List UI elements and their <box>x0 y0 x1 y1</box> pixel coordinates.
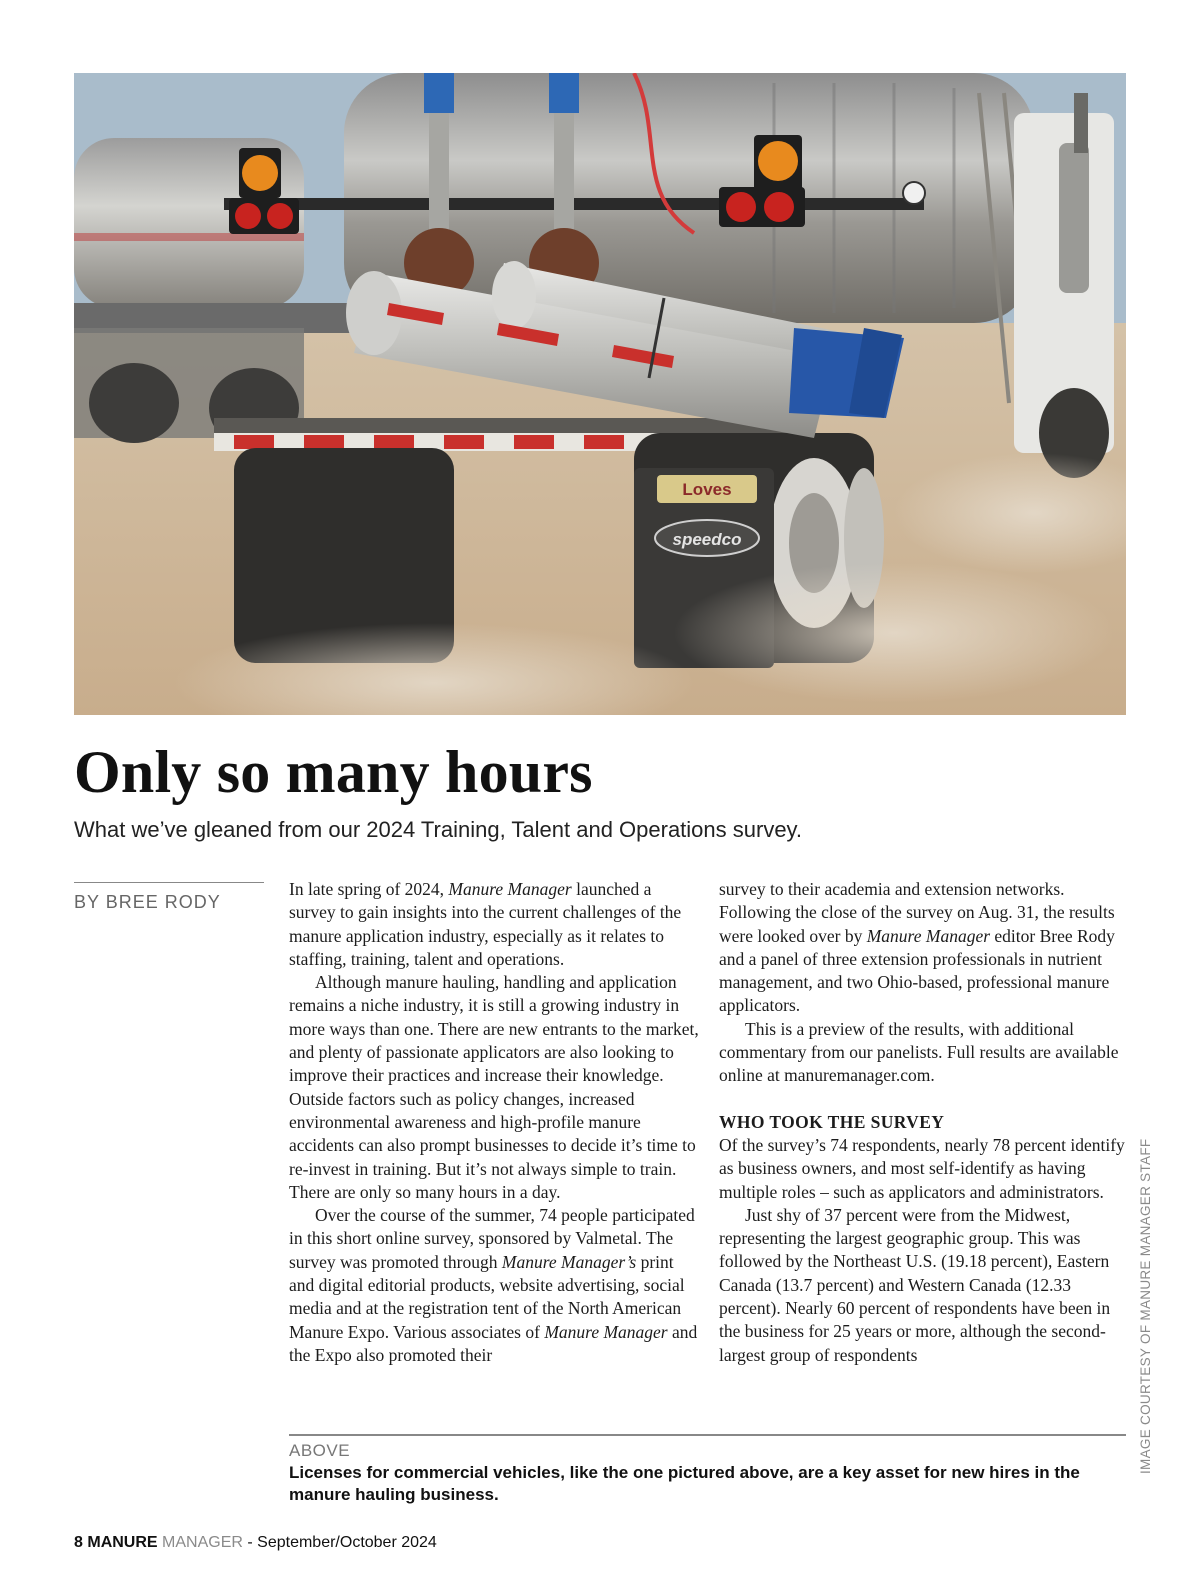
paragraph <box>289 1204 699 1367</box>
caption-text: Licenses for commercial vehicles, like the one pictured above, are a key asset for new hires in the manure hauling business. <box>289 1463 1080 1504</box>
loves-sticker: Loves <box>682 480 732 499</box>
page-footer <box>74 1532 437 1554</box>
caption-divider <box>289 1434 1126 1436</box>
publication-name: Manure Manager <box>448 879 572 899</box>
image-credit: IMAGE COURTESY OF MANURE MANAGER STAFF <box>1138 1138 1153 1474</box>
paragraph: Just shy of 37 percent were from the Midwest, representing the largest geographic group. This was followed by the Northeast U.S. (19.18 percent), Eastern Canada (13.7 percent) and Western Canada (12.33 percent). Nearly 60 percent of respondents have been in the business for 25 years or more, although the second-largest group of respondents <box>719 1204 1111 1365</box>
paragraph: This is a preview of the results, with additional commentary from our panelists. Full results are available online at manuremanager.com. <box>719 1018 1119 1086</box>
text-run: launched a survey to gain insights into the current challenges of the manure application industry, especially as it relates to staffing, training, talent and operations. <box>289 879 682 969</box>
article-photo <box>74 73 1126 715</box>
byline-divider <box>74 882 264 883</box>
text-run: print and digital editorial products, website advertising, social media and at the registration tent of the North American Manure Expo. Various associates of <box>289 1251 685 1342</box>
byline: BY BREE RODY <box>74 892 221 912</box>
paragraph: Of the survey’s 74 respondents, nearly 78 percent identify as business owners, and most self-identify as having multiple roles – such as applicators and administrators. <box>719 1134 1125 1202</box>
article-deck: What we’ve gleaned from our 2024 Training, Talent and Operations survey. <box>74 817 803 842</box>
section-subhead: WHO TOOK THE SURVEY <box>719 1111 945 1132</box>
paragraph <box>289 878 699 971</box>
paragraph: Although manure hauling, handling and application remains a niche industry, it is still a growing industry in more ways than one. There are new entrants to the market, and plenty of passionate applicators are also looking to improve their practices and increase their knowledge. Outside factors such as policy changes, increased environmental awareness and high-profile manure accidents can also prompt businesses to decide it’s time to re-invest in training. But it’s not always simple to train. There are only so many hours in a day. <box>289 972 699 1202</box>
publication-name: Manure Manager <box>544 1321 668 1342</box>
text-run: survey to their academia and extension networks. Following the close of the survey on Aug. 31, the results were looked over by <box>719 879 1115 946</box>
speedco-sticker: speedco <box>672 530 742 549</box>
page-number: 8 <box>74 1534 83 1551</box>
body-column-1 <box>289 878 699 1367</box>
text-run: Over the course of the summer, 74 people participated in this short online survey, sponsored by Valmetal. The survey was promoted through <box>289 1205 695 1272</box>
caption-label: ABOVE <box>289 1441 351 1460</box>
tanker-truck-illustration <box>74 73 1126 715</box>
text-run: In late spring of 2024, <box>289 879 449 899</box>
magazine-name-light: MANAGER <box>162 1534 243 1551</box>
publication-name: Manure Manager <box>866 925 991 946</box>
body-column-2 <box>719 878 1129 1367</box>
issue-date: - September/October 2024 <box>242 1534 437 1551</box>
text-run: editor Bree Rody and a panel of three extension professionals in nutrient management, and two Ohio-based, professional manure applicators. <box>719 925 1115 1016</box>
publication-name: Manure Manager’s <box>501 1251 637 1272</box>
text-run: and the Expo also promoted their <box>289 1321 698 1365</box>
paragraph <box>719 878 1129 1018</box>
magazine-name-bold: MANURE <box>87 1534 158 1551</box>
article-headline: Only so many hours <box>74 739 593 805</box>
